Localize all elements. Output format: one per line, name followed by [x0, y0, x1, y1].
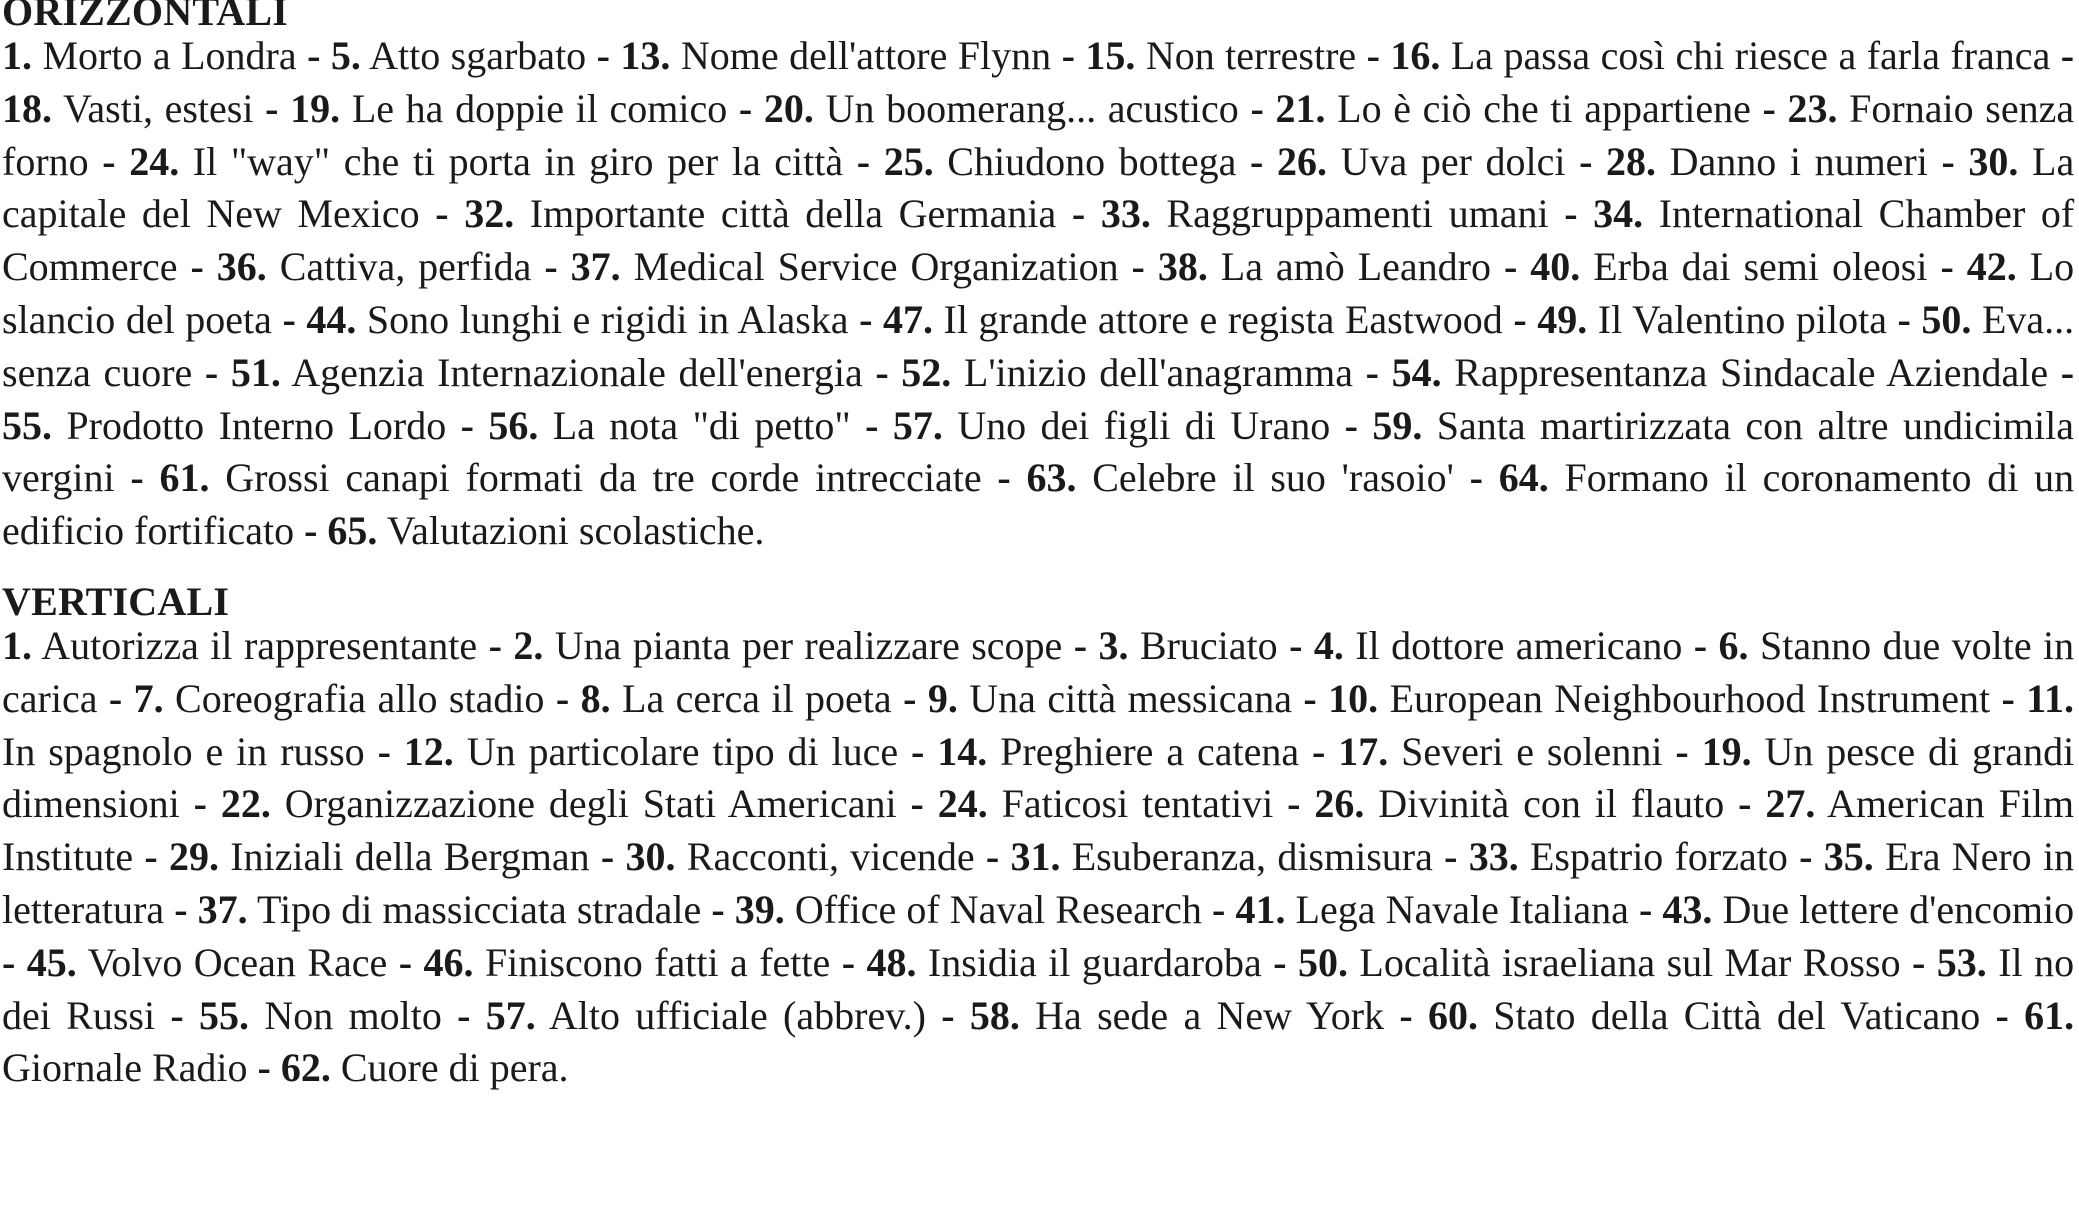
clue-separator: - — [108, 675, 123, 721]
clue-text: Raggruppamenti umani — [1166, 191, 1549, 237]
clue-separator: - — [2060, 33, 2075, 78]
clue-number: 49. — [1537, 296, 1588, 342]
clue-separator: - — [544, 244, 558, 290]
clue-number: 19. — [1701, 728, 1752, 774]
clue — [2, 403, 446, 448]
clue-number: 60. — [1427, 992, 1478, 1038]
clue-number: 24. — [937, 781, 988, 827]
clue — [231, 350, 863, 395]
clue — [1098, 623, 1277, 668]
clue — [937, 729, 1299, 774]
clue-number: 10. — [1328, 675, 1379, 721]
clue-number: 61. — [159, 455, 210, 501]
clue-number: 52. — [901, 349, 952, 395]
clue-number: 32. — [464, 191, 515, 237]
clue-number: 51. — [230, 349, 281, 395]
clue-separator: - — [841, 939, 856, 985]
clue-separator: - — [985, 834, 1000, 880]
heading-orizzontali: ORIZZONTALI — [2, 0, 288, 34]
clue-separator: - — [193, 781, 207, 827]
clue-text: Santa martirizzata con altre undicimila vergini — [2, 402, 2075, 501]
clue — [1537, 297, 1887, 342]
clue-number: 46. — [423, 939, 474, 985]
clue-text: Office of Naval Research — [794, 886, 1202, 932]
clue-separator: - — [1579, 138, 1593, 184]
clue-separator: - — [1675, 728, 1689, 774]
section-verticali — [2, 578, 2075, 1095]
clue — [2, 623, 477, 668]
clue — [626, 834, 975, 879]
clue-number: 30. — [625, 834, 676, 880]
clue-separator: - — [1738, 781, 1752, 827]
clue-separator: - — [941, 992, 955, 1038]
clue-text: La cerca il poeta — [622, 675, 892, 721]
clue-number: 62. — [280, 1045, 331, 1091]
clue-text: Prodotto Interno Lordo — [66, 402, 447, 448]
clue — [735, 887, 1202, 932]
clue — [1390, 33, 2050, 78]
clue-text: La passa così chi riesce a farla franca — [1450, 33, 2051, 78]
clue-text: Formano il coronamento di un edificio fortificato — [2, 455, 2075, 554]
clue-separator: - — [377, 728, 391, 774]
clue-separator: - — [711, 886, 725, 932]
clue — [1662, 887, 2074, 932]
clue-separator: - — [997, 455, 1011, 501]
clue-text: Insidia il guardaroba — [927, 939, 1262, 985]
clue-separator: - — [910, 781, 924, 827]
clue-number: 61. — [2024, 992, 2075, 1038]
clue-number: 16. — [1390, 33, 1441, 78]
clue-text: In spagnolo e in russo — [2, 728, 365, 774]
clue — [571, 244, 1119, 289]
clue-text: Celebre il suo 'rasoio' — [1092, 455, 1454, 501]
clue-number: 5. — [330, 33, 361, 78]
clue — [2, 86, 253, 131]
clue-text: Non molto — [264, 992, 442, 1038]
clue-number: 14. — [937, 728, 988, 774]
clue-separator: - — [856, 138, 871, 184]
clue-separator: - — [596, 33, 610, 78]
clue-number: 17. — [1338, 728, 1389, 774]
clue — [1469, 834, 1788, 879]
clue-separator: - — [1912, 939, 1926, 985]
clue-number: 8. — [580, 675, 611, 721]
clue — [513, 623, 1062, 668]
clue-text: Racconti, vicende — [686, 834, 975, 880]
clue — [883, 297, 1503, 342]
clue-separator: - — [1469, 455, 1483, 501]
clue-number: 25. — [883, 138, 934, 184]
clue-number: 44. — [306, 296, 357, 342]
clue — [893, 403, 1330, 448]
clue-text: Agenzia Internazionale dell'energia — [291, 349, 863, 395]
clue — [134, 676, 545, 721]
clue-text: Coreografia allo stadio — [175, 675, 545, 721]
clue-text: Lo è ciò che ti appartiene — [1337, 85, 1751, 131]
clue-list-verticali — [2, 620, 2074, 1095]
clue-number: 54. — [1391, 349, 1442, 395]
clue-number: 38. — [1157, 244, 1208, 290]
clue-text: L'inizio dell'anagramma — [963, 349, 1354, 395]
clue-number: 56. — [488, 402, 539, 448]
clue-number: 34. — [1593, 191, 1644, 237]
clue-text: Non terrestre — [1145, 33, 1357, 78]
clue-separator: - — [1289, 622, 1303, 668]
clue-number: 33. — [1468, 834, 1519, 880]
clue-text: Sono lunghi e rigidi in Alaska — [366, 296, 849, 342]
clue-separator: - — [307, 33, 321, 78]
clue — [129, 139, 843, 184]
clue — [331, 33, 586, 78]
clue-number: 9. — [927, 675, 958, 721]
clue-number: 7. — [133, 675, 164, 721]
clue-separator: - — [1365, 349, 1379, 395]
clue — [306, 297, 848, 342]
clue — [1338, 729, 1662, 774]
clue — [901, 350, 1353, 395]
clue-text: Chiudono bottega — [947, 138, 1237, 184]
clue-separator: - — [903, 675, 917, 721]
clue-separator: - — [1273, 939, 1287, 985]
clue-text: Uno dei figli di Urano — [957, 402, 1331, 448]
clue — [1606, 139, 1928, 184]
clue-number: 41. — [1235, 886, 1286, 932]
clue-text: Due lettere d'encomio — [1722, 886, 2075, 932]
clue — [970, 993, 1384, 1038]
clue-number: 55. — [2, 402, 52, 448]
clue-text: Cuore di pera. — [340, 1045, 569, 1091]
clue-text: Lo slancio del poeta — [2, 244, 2075, 342]
clue-number: 24. — [129, 138, 180, 184]
clue — [488, 403, 850, 448]
clue-number: 31. — [1010, 834, 1061, 880]
clue-text: Bruciato — [1139, 622, 1278, 668]
clue-separator: - — [1061, 33, 1075, 78]
clue-separator: - — [130, 455, 144, 501]
clue — [1085, 33, 1356, 78]
clue-text: Autorizza il rappresentante — [41, 622, 478, 668]
clue-number: 28. — [1606, 138, 1657, 184]
clue-separator: - — [460, 402, 474, 448]
clue-number: 65. — [327, 508, 378, 554]
clue-text: Giornale Radio — [2, 1045, 248, 1091]
clue-text: Ha sede a New York — [1035, 992, 1385, 1038]
clue-text: Severi e solenni — [1401, 728, 1663, 774]
clue-number: 26. — [1314, 781, 1365, 827]
clue — [1158, 244, 1491, 289]
clue — [221, 781, 897, 826]
clue — [404, 729, 898, 774]
clue-text: Danno i numeri — [1669, 138, 1928, 184]
clue-number: 63. — [1026, 455, 1077, 501]
clue-number: 57. — [892, 402, 943, 448]
clue-number: 45. — [26, 939, 77, 985]
clue — [1275, 86, 1750, 131]
clue — [1101, 191, 1549, 236]
clue-separator: - — [1250, 138, 1264, 184]
clue-text: Finiscono fatti a fette — [484, 939, 831, 985]
clue-text: Grossi canapi formati da tre corde intrecciate — [225, 455, 982, 501]
clue-text: Medical Service Organization — [633, 244, 1119, 290]
clue-separator: - — [1312, 728, 1326, 774]
clue-number: 21. — [1275, 85, 1326, 131]
clue-number: 12. — [403, 728, 454, 774]
clue-separator: - — [170, 992, 184, 1038]
clue — [620, 33, 1051, 78]
clue-separator: - — [1564, 191, 1578, 237]
clue-text: Rappresentanza Sindacale Aziendale — [1454, 349, 2049, 395]
clue-number: 23. — [1787, 85, 1838, 131]
clue-separator: - — [1693, 622, 1708, 668]
clue-number: 1. — [2, 33, 32, 78]
clue-text: Lega Navale Italiana — [1295, 886, 1629, 932]
clue — [1392, 350, 2048, 395]
clue-text: Nome dell'attore Flynn — [680, 33, 1052, 78]
clue-number: 1. — [2, 622, 32, 668]
clue-separator: - — [282, 296, 296, 342]
clue — [199, 993, 442, 1038]
clue-number: 48. — [866, 939, 917, 985]
clue-text: Preghiere a catena — [1000, 728, 1300, 774]
clue-number: 39. — [734, 886, 785, 932]
clue-separator: - — [911, 728, 925, 774]
clue-number: 57. — [485, 992, 536, 1038]
clue-number: 55. — [199, 992, 250, 1038]
crossword-clues-page — [2, 0, 2074, 1095]
clue-separator: - — [1366, 33, 1380, 78]
clue-text: Espatrio forzato — [1530, 834, 1788, 880]
clue — [866, 940, 1261, 985]
clue-number: 43. — [1662, 886, 1713, 932]
clue-number: 30. — [1968, 138, 2019, 184]
clue-number: 6. — [1718, 622, 1749, 668]
clue-number: 42. — [1966, 244, 2017, 290]
clue-text: Iniziali della Bergman — [230, 834, 590, 880]
clue — [1428, 993, 1980, 1038]
clue-text: Un particolare tipo di luce — [466, 728, 899, 774]
clue-text: Un pesce di grandi dimensioni — [2, 728, 2075, 827]
clue-separator: - — [1995, 992, 2009, 1038]
clue — [424, 940, 831, 985]
clue-separator: - — [1638, 886, 1653, 932]
clue — [1235, 887, 1628, 932]
clue-text: Il grande attore e regista Eastwood — [943, 296, 1503, 342]
clue-text: Tipo di massicciata stradale — [257, 886, 702, 932]
clue-separator: - — [174, 886, 188, 932]
clue-number: 36. — [216, 244, 267, 290]
clue-separator: - — [1940, 244, 1954, 290]
clue-text: Valutazioni scolastiche. — [386, 508, 765, 554]
clue — [290, 86, 727, 131]
clue-separator: - — [190, 244, 204, 290]
clue-number: 15. — [1085, 33, 1136, 78]
clue — [27, 940, 388, 985]
clue-text: Atto sgarbato — [369, 33, 587, 78]
clue-separator: - — [457, 992, 471, 1038]
clue-separator: - — [144, 834, 158, 880]
clue-text: Cattiva, perfida — [279, 244, 532, 290]
clue — [581, 676, 892, 721]
clue-text: Il dottore americano — [1355, 622, 1683, 668]
clue-text: Vasti, estesi — [62, 85, 254, 131]
clue-separator: - — [1303, 675, 1317, 721]
clue — [938, 781, 1274, 826]
clue-number: 53. — [1936, 939, 1987, 985]
clue — [1530, 244, 1927, 289]
clue — [217, 244, 532, 289]
clue — [486, 993, 926, 1038]
clue-text: Alto ufficiale (abbrev.) — [548, 992, 926, 1038]
clue-number: 11. — [2026, 675, 2075, 721]
clue-text: Le ha doppie il comico — [351, 85, 728, 131]
clue-text: Faticosi tentativi — [1001, 781, 1274, 827]
clue-separator: - — [1444, 834, 1458, 880]
clue-separator: - — [1941, 138, 1955, 184]
clue-number: 20. — [763, 85, 814, 131]
clue-text: Erba dai semi oleosi — [1593, 244, 1928, 290]
clue-separator: - — [600, 834, 615, 880]
clue-number: 2. — [513, 622, 544, 668]
clue-text: International Chamber of Commerce — [2, 191, 2075, 290]
clue-text: European Neighbourhood Instrument — [1389, 675, 1991, 721]
clue-number: 50. — [1297, 939, 1348, 985]
clue-text: Il "way" che ti porta in giro per la città — [192, 138, 844, 184]
clue — [169, 834, 590, 879]
clue-separator: - — [859, 296, 873, 342]
clue-text: Il Valentino pilota — [1597, 296, 1887, 342]
clue — [1328, 676, 1990, 721]
clue-separator: - — [1762, 85, 1776, 131]
clue — [2, 33, 297, 78]
clue-separator: - — [1503, 244, 1518, 290]
clue-separator: - — [204, 349, 219, 395]
clue — [764, 86, 1239, 131]
clue-text: American Film Institute — [2, 781, 2075, 880]
clue-separator: - — [304, 508, 318, 554]
clue — [928, 676, 1292, 721]
clue — [1010, 834, 1432, 879]
clue-number: 29. — [168, 834, 219, 880]
clue-text: Il no dei Russi — [2, 939, 2075, 1038]
clue-number: 3. — [1098, 622, 1129, 668]
heading-verticali: VERTICALI — [2, 578, 230, 624]
clue-text: Stato della Città del Vaticano — [1493, 992, 1981, 1038]
clue-number: 40. — [1530, 244, 1581, 290]
clue — [1314, 781, 1724, 826]
clue — [1277, 139, 1566, 184]
clue-number: 37. — [197, 886, 248, 932]
clue-number: 22. — [220, 781, 271, 827]
clue-separator: - — [1073, 622, 1088, 668]
clue-text: Fornaio senza forno — [2, 85, 2075, 184]
clue-number: 47. — [882, 296, 933, 342]
clue-text: Un boomerang... acustico — [825, 85, 1239, 131]
clue-text: La amò Leandro — [1220, 244, 1491, 290]
clue-number: 64. — [1498, 455, 1549, 501]
clue-separator: - — [488, 622, 502, 668]
clue-separator: - — [875, 349, 889, 395]
clue — [464, 191, 1056, 236]
clue-separator: - — [2060, 349, 2075, 395]
clue-separator: - — [2001, 675, 2015, 721]
clue-separator: - — [738, 85, 753, 131]
clue-text: Esuberanza, dismisura — [1071, 834, 1433, 880]
clue-text: La capitale del New Mexico — [2, 138, 2075, 237]
clue-number: 59. — [1372, 402, 1423, 448]
clue-text: Stanno due volte in carica — [2, 622, 2075, 721]
clue — [1298, 940, 1901, 985]
clue-number: 18. — [2, 85, 52, 131]
clue-text: Una città messicana — [969, 675, 1292, 721]
clue-separator: - — [1131, 244, 1145, 290]
clue-number: 37. — [570, 244, 621, 290]
clue-number: 50. — [1921, 296, 1972, 342]
section-orizzontali — [2, 0, 2074, 558]
clue-separator: - — [1513, 296, 1527, 342]
clue-list-orizzontali — [2, 30, 2074, 558]
clue — [198, 887, 702, 932]
clue-number: 58. — [969, 992, 1020, 1038]
clue — [1314, 623, 1683, 668]
clue-text: Morto a Londra — [42, 33, 297, 78]
clue-separator: - — [265, 85, 279, 131]
clue — [1026, 455, 1453, 500]
clue — [281, 1045, 569, 1090]
clue-text: Volvo Ocean Race — [87, 939, 388, 985]
clue-separator: - — [1071, 191, 1086, 237]
clue-text: Era Nero in letteratura — [2, 834, 2075, 932]
clue-separator: - — [102, 138, 116, 184]
clue-separator: - — [398, 939, 413, 985]
clue-separator: - — [1250, 85, 1264, 131]
clue-number: 13. — [620, 33, 671, 78]
clue-separator: - — [1212, 886, 1226, 932]
clue-number: 27. — [1765, 781, 1816, 827]
clue-text: Eva... senza cuore — [2, 296, 2075, 395]
clue-number: 26. — [1276, 138, 1327, 184]
clue-separator: - — [865, 402, 879, 448]
clue — [884, 139, 1237, 184]
clue-text: Località israeliana sul Mar Rosso — [1359, 939, 1901, 985]
clue-text: La nota "di petto" — [552, 402, 851, 448]
clue-separator: - — [435, 191, 449, 237]
clue-text: Divinità con il flauto — [1378, 781, 1725, 827]
clue — [327, 508, 764, 553]
clue-separator: - — [1287, 781, 1301, 827]
clue-text: Organizzazione degli Stati Americani — [284, 781, 897, 827]
clue-separator: - — [555, 675, 570, 721]
clue-separator: - — [1897, 296, 1911, 342]
clue — [159, 455, 981, 500]
clue-separator: - — [1344, 402, 1358, 448]
clue-separator: - — [257, 1045, 271, 1091]
clue-number: 35. — [1823, 834, 1874, 880]
clue-separator: - — [1399, 992, 1413, 1038]
clue-separator: - — [2, 939, 16, 985]
clue-text: Importante città della Germania — [529, 191, 1057, 237]
clue-number: 19. — [290, 85, 341, 131]
clue-separator: - — [1799, 834, 1813, 880]
clue-text: Una pianta per realizzare scope — [554, 622, 1063, 668]
clue-text: Uva per dolci — [1340, 138, 1566, 184]
clue-number: 4. — [1313, 622, 1344, 668]
clue-number: 33. — [1100, 191, 1151, 237]
